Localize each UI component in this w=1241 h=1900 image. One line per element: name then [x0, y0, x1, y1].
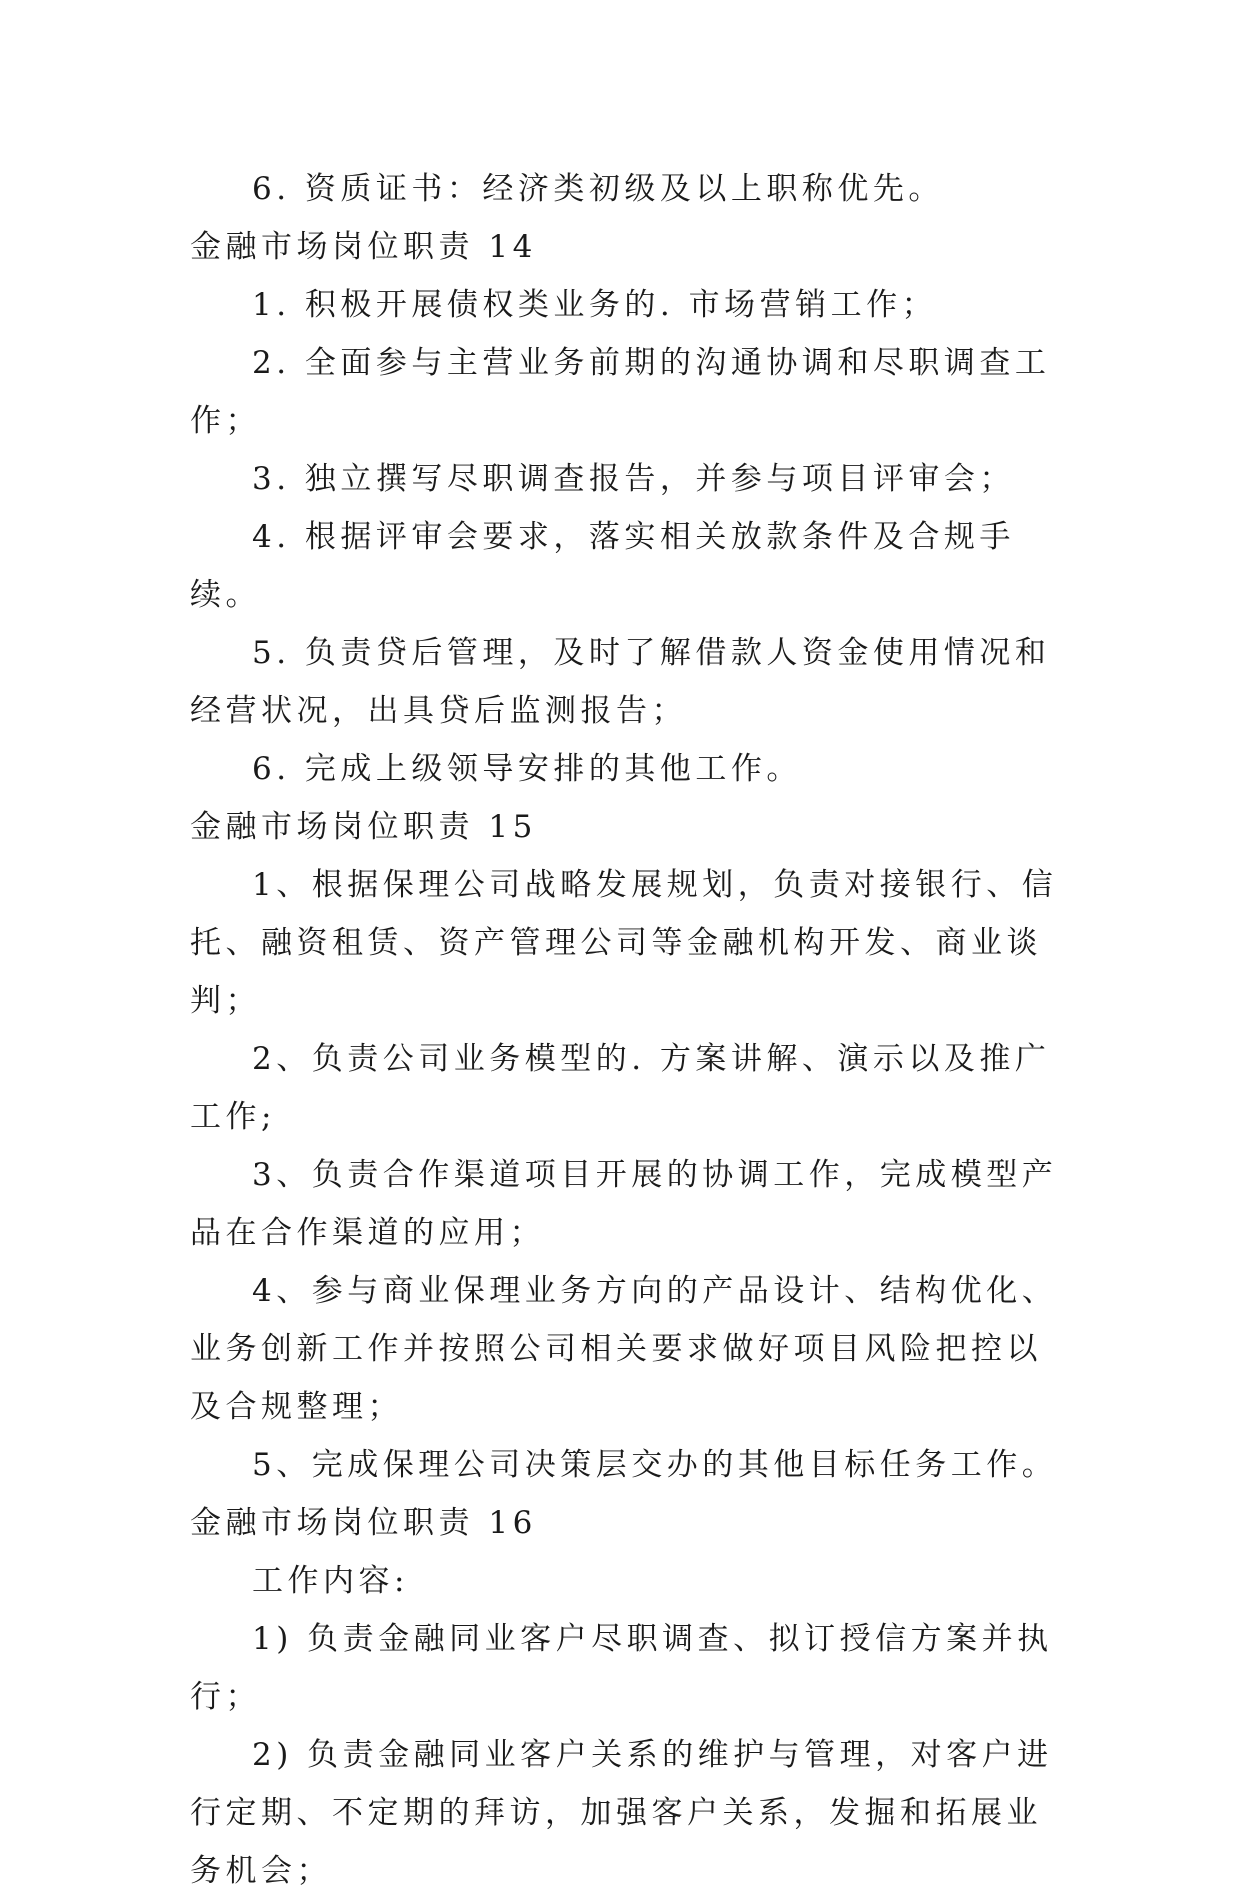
- paragraph: 5. 负责贷后管理，及时了解借款人资金使用情况和经营状况，出具贷后监测报告；: [190, 635, 1051, 729]
- paragraph: 4、参与商业保理业务方向的产品设计、结构优化、业务创新工作并按照公司相关要求做好项目风险把控以及合规整理；: [190, 1273, 1058, 1425]
- section-heading-15: 金融市场岗位职责 15: [190, 809, 537, 845]
- paragraph: 3、负责合作渠道项目开展的协调工作，完成模型产品在合作渠道的应用；: [190, 1157, 1058, 1251]
- document-body: [190, 160, 1070, 1900]
- paragraph: 6. 资质证书：经济类初级及以上职称优先。: [252, 171, 944, 207]
- paragraph: 3. 独立撰写尽职调查报告，并参与项目评审会；: [252, 461, 1015, 497]
- paragraph: 4. 根据评审会要求，落实相关放款条件及合规手续。: [190, 519, 1015, 613]
- paragraph: 2. 全面参与主营业务前期的沟通协调和尽职调查工作；: [190, 345, 1051, 439]
- paragraph: 1) 负责金融同业客户尽职调查、拟订授信方案并执行；: [190, 1621, 1053, 1715]
- paragraph: 1. 积极开展债权类业务的. 市场营销工作；: [252, 287, 938, 323]
- paragraph: 工作内容:: [252, 1563, 409, 1599]
- paragraph: 1、根据保理公司战略发展规划，负责对接银行、信托、融资租赁、资产管理公司等金融机构开发、商业谈判；: [190, 867, 1058, 1019]
- section-heading-14: 金融市场岗位职责 14: [190, 229, 537, 265]
- paragraph: 5、完成保理公司决策层交办的其他目标任务工作。: [252, 1447, 1058, 1483]
- paragraph: 2、负责公司业务模型的. 方案讲解、演示以及推广工作;: [190, 1041, 1051, 1135]
- paragraph: 2) 负责金融同业客户关系的维护与管理，对客户进行定期、不定期的拜访，加强客户关系，发掘和拓展业务机会；: [190, 1737, 1053, 1889]
- paragraph: 6. 完成上级领导安排的其他工作。: [252, 751, 802, 787]
- section-heading-16: 金融市场岗位职责 16: [190, 1505, 537, 1541]
